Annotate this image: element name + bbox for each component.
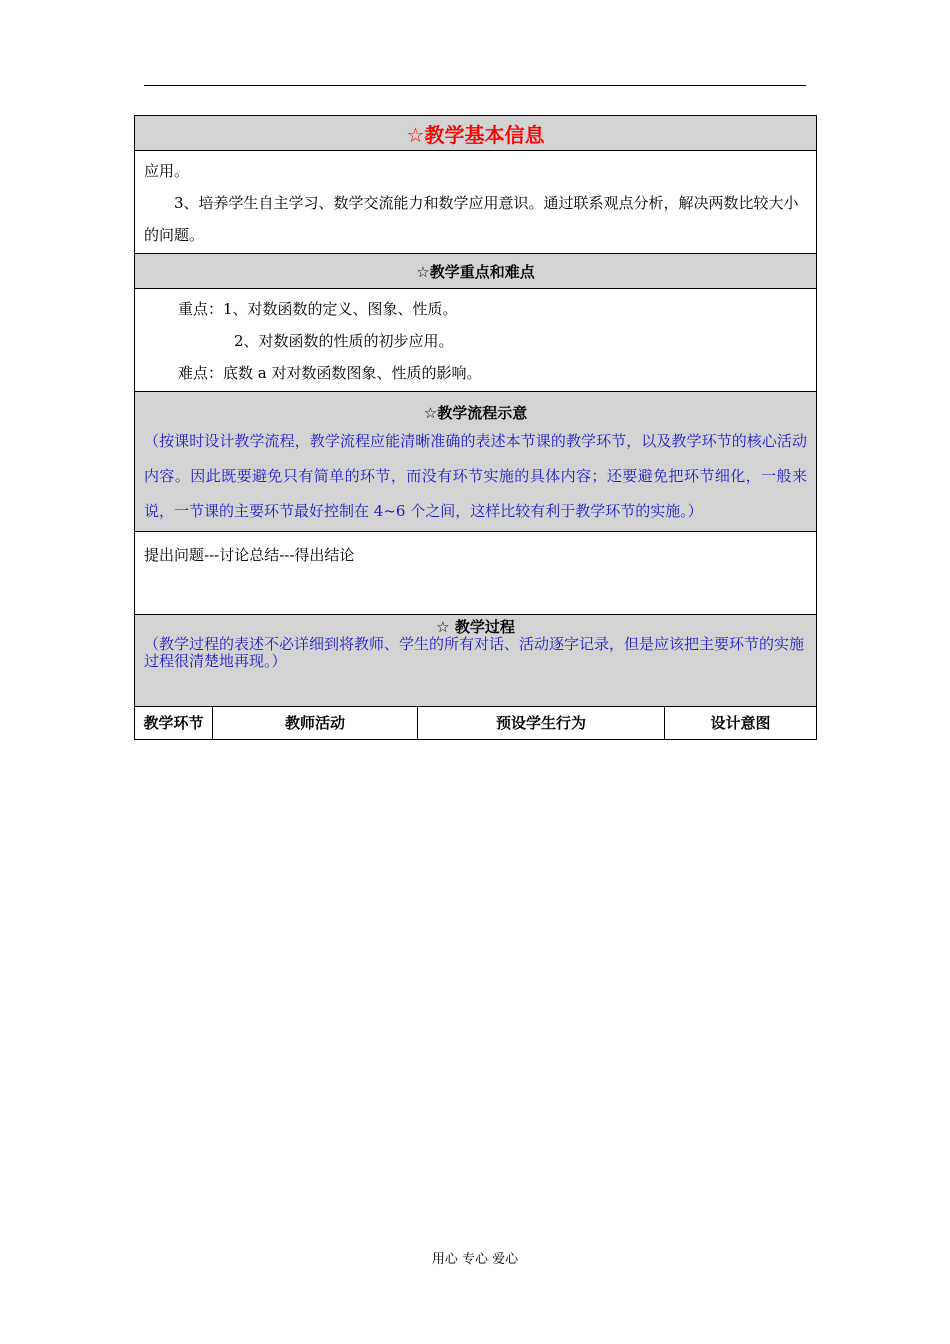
key-point-1: 重点：1、对数函数的定义、图象、性质。: [178, 300, 458, 318]
process-heading: ☆ 教学过程: [436, 618, 515, 636]
key-points-heading: ☆教学重点和难点: [135, 254, 817, 289]
flow-note: （按课时设计教学流程，教学流程应能清晰准确的表述本节课的教学环节，以及教学环节的核心活动内容。因此既要避免只有简单的环节，而没有环节实施的具体内容；还要避免把环节细化，一般来说，一节课的主要环节最好控制在 4~6 个之间，这样比较有利于教学环节的实施。）: [144, 432, 807, 520]
col-teaching-step: 教学环节: [135, 707, 213, 740]
col-design-intent: 设计意图: [665, 707, 817, 740]
basic-info-line-1: 应用。: [144, 162, 190, 180]
col-teacher-activity: 教师活动: [213, 707, 418, 740]
flow-section: [135, 392, 817, 532]
basic-info-body: [135, 151, 817, 254]
col-student-behavior: 预设学生行为: [418, 707, 665, 740]
key-points-body: [135, 289, 817, 392]
key-point-2: 2、对数函数的性质的初步应用。: [234, 332, 454, 350]
page-footer: 用心 专心 爱心: [431, 1252, 519, 1267]
process-section: [135, 615, 817, 707]
process-note: （教学过程的表述不必详细到将教师、学生的所有对话、活动逐字记录，但是应该把主要环节的实施过程很清楚地再现。）: [144, 635, 805, 670]
lesson-plan-table: [134, 115, 817, 740]
flow-content: 提出问题---讨论总结---得出结论: [135, 532, 817, 615]
header-rule: [144, 85, 806, 86]
flow-heading: ☆教学流程示意: [423, 404, 528, 422]
basic-info-title: ☆教学基本信息: [135, 116, 817, 151]
difficulty-point: 难点：底数 a 对对数函数图象、性质的影响。: [178, 364, 482, 382]
basic-info-line-2: 3、培养学生自主学习、数学交流能力和数学应用意识。通过联系观点分析，解决两数比较大小的问题。: [144, 194, 799, 244]
